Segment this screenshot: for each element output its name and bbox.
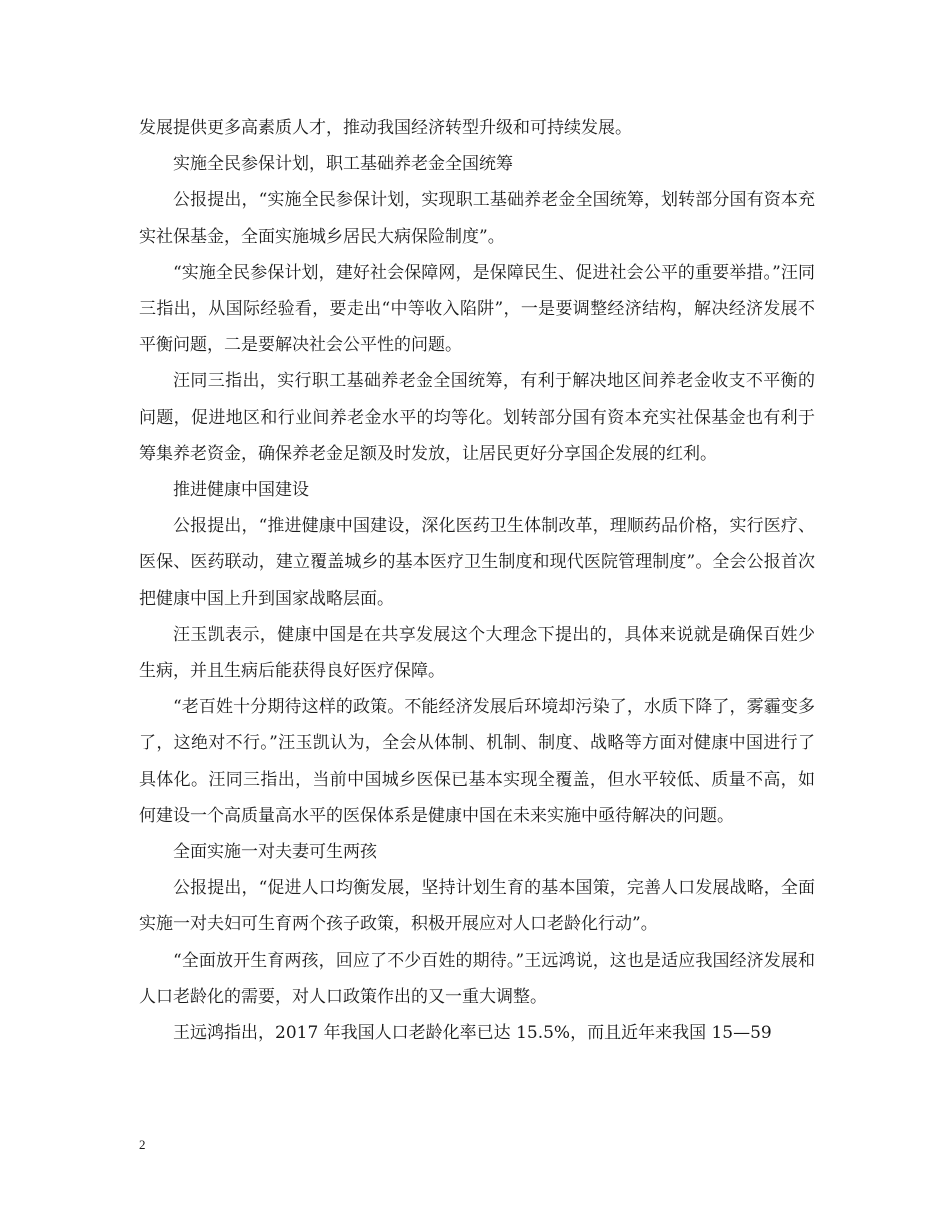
paragraph-continuation: 发展提供更多高素质人才，推动我国经济转型升级和可持续发展。 [139, 118, 632, 138]
section-heading-pension: 实施全民参保计划，职工基础养老金全国统筹 [173, 154, 513, 175]
paragraph: 公报提出，“促进人口均衡发展，坚持计划生育的基本国策，完善人口发展战略，全面实施一对夫妇可生育两个孩子政策，积极开展应对人口老龄化行动”。 [139, 878, 815, 935]
paragraph: “实施全民参保计划，建好社会保障网，是保障民生、促进社会公平的重要举措。”汪同三指出，从国际经验看，要走出“中等收入陷阱”，一是要调整经济结构，解决经济发展不平衡问题，二是要解决社会公平性的问题。 [139, 262, 815, 356]
paragraph: 公报提出，“实施全民参保计划，实现职工基础养老金全国统筹，划转部分国有资本充实社保基金，全面实施城乡居民大病保险制度”。 [139, 190, 815, 247]
paragraph: 汪玉凯表示，健康中国是在共享发展这个大理念下提出的，具体来说就是确保百姓少生病，并且生病后能获得良好医疗保障。 [139, 624, 815, 682]
paragraph: “全面放开生育两孩，回应了不少百姓的期待。”王远鸿说，这也是适应我国经济发展和人口老龄化的需要，对人口政策作出的又一重大调整。 [139, 950, 815, 1007]
paragraph: 公报提出，“推进健康中国建设，深化医药卫生体制改革，理顺药品价格，实行医疗、医保、医药联动，建立覆盖城乡的基本医疗卫生制度和现代医院管理制度”。全会公报首次把健康中国上升到国家战略层面。 [139, 516, 815, 609]
page-number: 2 [139, 1137, 146, 1152]
document-body [139, 110, 815, 1051]
paragraph: 王远鸿指出，2017 年我国人口老龄化率已达 15.5%，而且近年来我国 15—59 [173, 1023, 772, 1044]
paragraph: “老百姓十分期待这样的政策。不能经济发展后环境却污染了，水质下降了，雾霾变多了，这绝对不行。”汪玉凯认为，全会从体制、机制、制度、战略等方面对健康中国进行了具体化。汪同三指出，当前中国城乡医保已基本实现全覆盖，但水平较低、质量不高，如何建设一个高质量高水平的医保体系是健康中国在未来实施中亟待解决的问题。 [139, 697, 815, 826]
section-heading-two-children: 全面实施一对夫妻可生两孩 [173, 842, 377, 863]
paragraph: 汪同三指出，实行职工基础养老金全国统筹，有利于解决地区间养老金收支不平衡的问题，促进地区和行业间养老金水平的均等化。划转部分国有资本充实社保基金也有利于筹集养老资金，确保养老金足额及时发放，让居民更好分享国企发展的红利。 [139, 371, 815, 464]
section-heading-healthy-china: 推进健康中国建设 [173, 480, 309, 501]
